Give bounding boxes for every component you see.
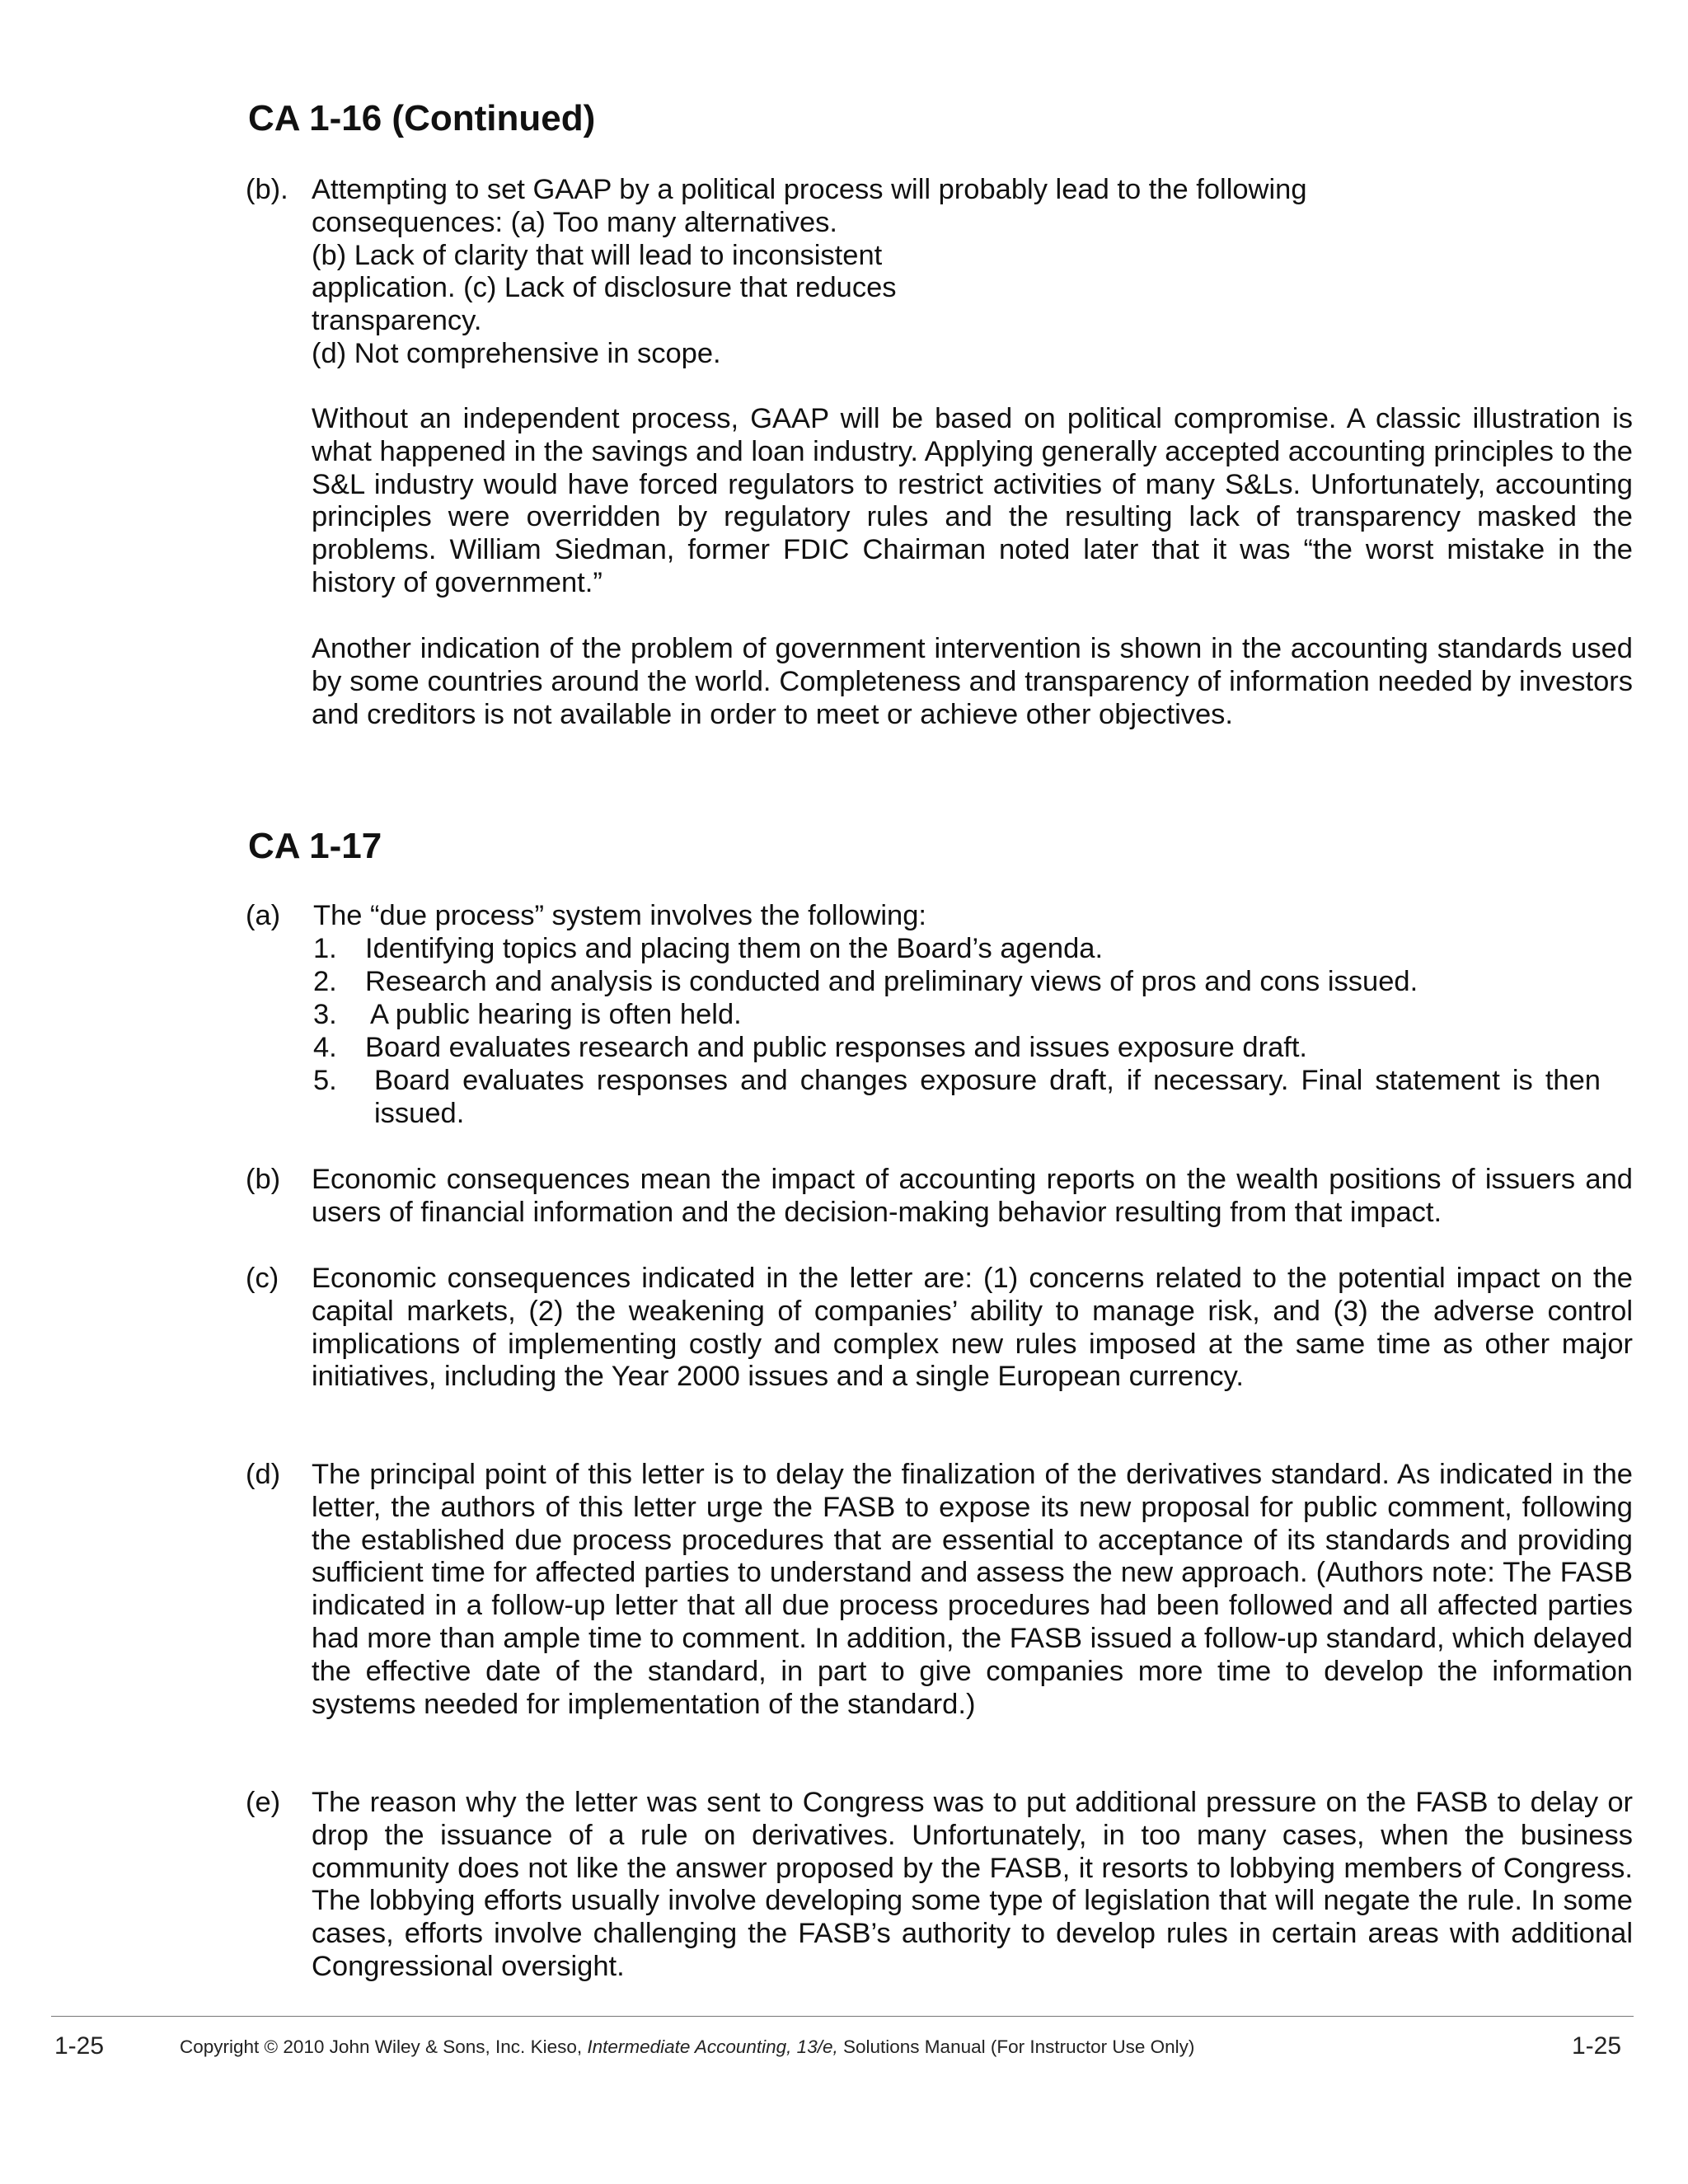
ca16-b-line: (b) Lack of clarity that will lead to inconsistent xyxy=(312,239,883,271)
ca16-b-lines xyxy=(312,174,1630,371)
ca17-c-label: (c) xyxy=(246,1263,279,1294)
ca17-b-label: (b) xyxy=(246,1164,281,1195)
footer-note: (For Instructor Use Only) xyxy=(990,2036,1195,2057)
due-process-item: Board evaluates research and public responses and issues exposure draft. xyxy=(365,1032,1308,1063)
ca17-d-label: (d) xyxy=(246,1459,281,1490)
due-process-item-number: 1. xyxy=(313,933,337,964)
footer-authors: Kieso, xyxy=(530,2036,583,2057)
ca16-b-line: Attempting to set GAAP by a political process will probably lead to the following xyxy=(312,174,1307,205)
ca16-paragraph-government-intervention: Another indication of the problem of government intervention is shown in the accounting standards used by some countries around the world. Completeness and transparency of information needed by investors and creditors is not available in order to meet or achieve other objectives. xyxy=(312,633,1633,730)
ca16-b-line: (d) Not comprehensive in scope. xyxy=(312,337,721,369)
ca17-e-label: (e) xyxy=(246,1787,281,1818)
footer-rule xyxy=(51,2016,1634,2017)
due-process-item-number: 5. xyxy=(313,1065,337,1096)
ca17-e-text: The reason why the letter was sent to Congress was to put additional pressure on the FASB to delay or drop the issuance of a rule on derivatives. Unfortunately, in too many cases, when the business community does not like the answer proposed by the FASB, it resorts to lobbying members of Congress. The lobbying efforts usually involve developing some type of legislation that will negate the rule. In some cases, efforts involve challenging the FASB’s authority to develop rules in certain areas with additional Congressional oversight. xyxy=(312,1787,1633,1982)
due-process-item-number: 3. xyxy=(313,999,337,1030)
footer-copyright: Copyright © 2010 John Wiley & Sons, Inc. xyxy=(180,2036,526,2057)
footer-page-number-left: 1-25 xyxy=(54,2032,105,2060)
ca17-c-text: Economic consequences indicated in the letter are: (1) concerns related to the potential impact on the capital markets, (2) the weakening of companies’ ability to manage risk, and (3) the adverse control implications of implementing costly and complex new rules imposed at the same time as other major initiatives, including the Year 2000 issues and a single European currency. xyxy=(312,1263,1633,1393)
due-process-item: A public hearing is often held. xyxy=(370,999,742,1030)
section-heading-ca-1-16-continued: CA 1-16 (Continued) xyxy=(248,98,596,138)
footer-copyright-line xyxy=(180,2036,1194,2059)
due-process-item-number: 2. xyxy=(313,966,337,997)
footer-book-title: Intermediate Accounting, 13/e, xyxy=(587,2036,838,2057)
due-process-item: Board evaluates responses and changes exposure draft, if necessary. Final statement is then issued. xyxy=(374,1065,1601,1129)
section-heading-ca-1-17: CA 1-17 xyxy=(248,826,382,866)
due-process-item: Identifying topics and placing them on the Board’s agenda. xyxy=(365,933,1104,964)
ca17-a-label: (a) xyxy=(246,900,281,931)
ca16-b-line: consequences: (a) Too many alternatives. xyxy=(312,206,837,238)
ca16-b-line: transparency. xyxy=(312,305,482,337)
due-process-item-number: 4. xyxy=(313,1032,337,1063)
ca17-d-text: The principal point of this letter is to delay the finalization of the derivatives standard. As indicated in the letter, the authors of this letter urge the FASB to expose its new proposal for public comment, following the established due process procedures that are essential to acceptance of its standards and providing sufficient time for affected parties to understand and assess the new approach. (Authors note: The FASB indicated in a follow-up letter that all due process procedures had been followed and all affected parties had more than ample time to comment. In addition, the FASB issued a follow-up standard, which delayed the effective date of the standard, in part to give companies more time to develop the information systems needed for implementation of the standard.) xyxy=(312,1459,1633,1720)
ca16-b-label: (b). xyxy=(246,174,288,205)
footer-page-number-right: 1-25 xyxy=(1572,2032,1622,2060)
due-process-item: Research and analysis is conducted and preliminary views of pros and cons issued. xyxy=(365,966,1418,997)
ca16-b-line: application. (c) Lack of disclosure that reduces xyxy=(312,272,897,304)
ca17-b-text: Economic consequences mean the impact of accounting reports on the wealth positions of issuers and users of financial information and the decision-making behavior resulting from that impact. xyxy=(312,1164,1633,1228)
footer-manual: Solutions Manual xyxy=(843,2036,986,2057)
ca16-paragraph-siedman: Without an independent process, GAAP will be based on political compromise. A classic illustration is what happened in the savings and loan industry. Applying generally accepted accounting principles to the S&L industry would have forced regulators to restrict activities of many S&Ls. Unfortunately, accounting principles were overridden by regulatory rules and the resulting lack of transparency masked the problems. William Siedman, former FDIC Chairman noted later that it was “the worst mistake in the history of government.” xyxy=(312,403,1633,598)
ca17-a-intro: The “due process” system involves the following: xyxy=(313,900,926,931)
